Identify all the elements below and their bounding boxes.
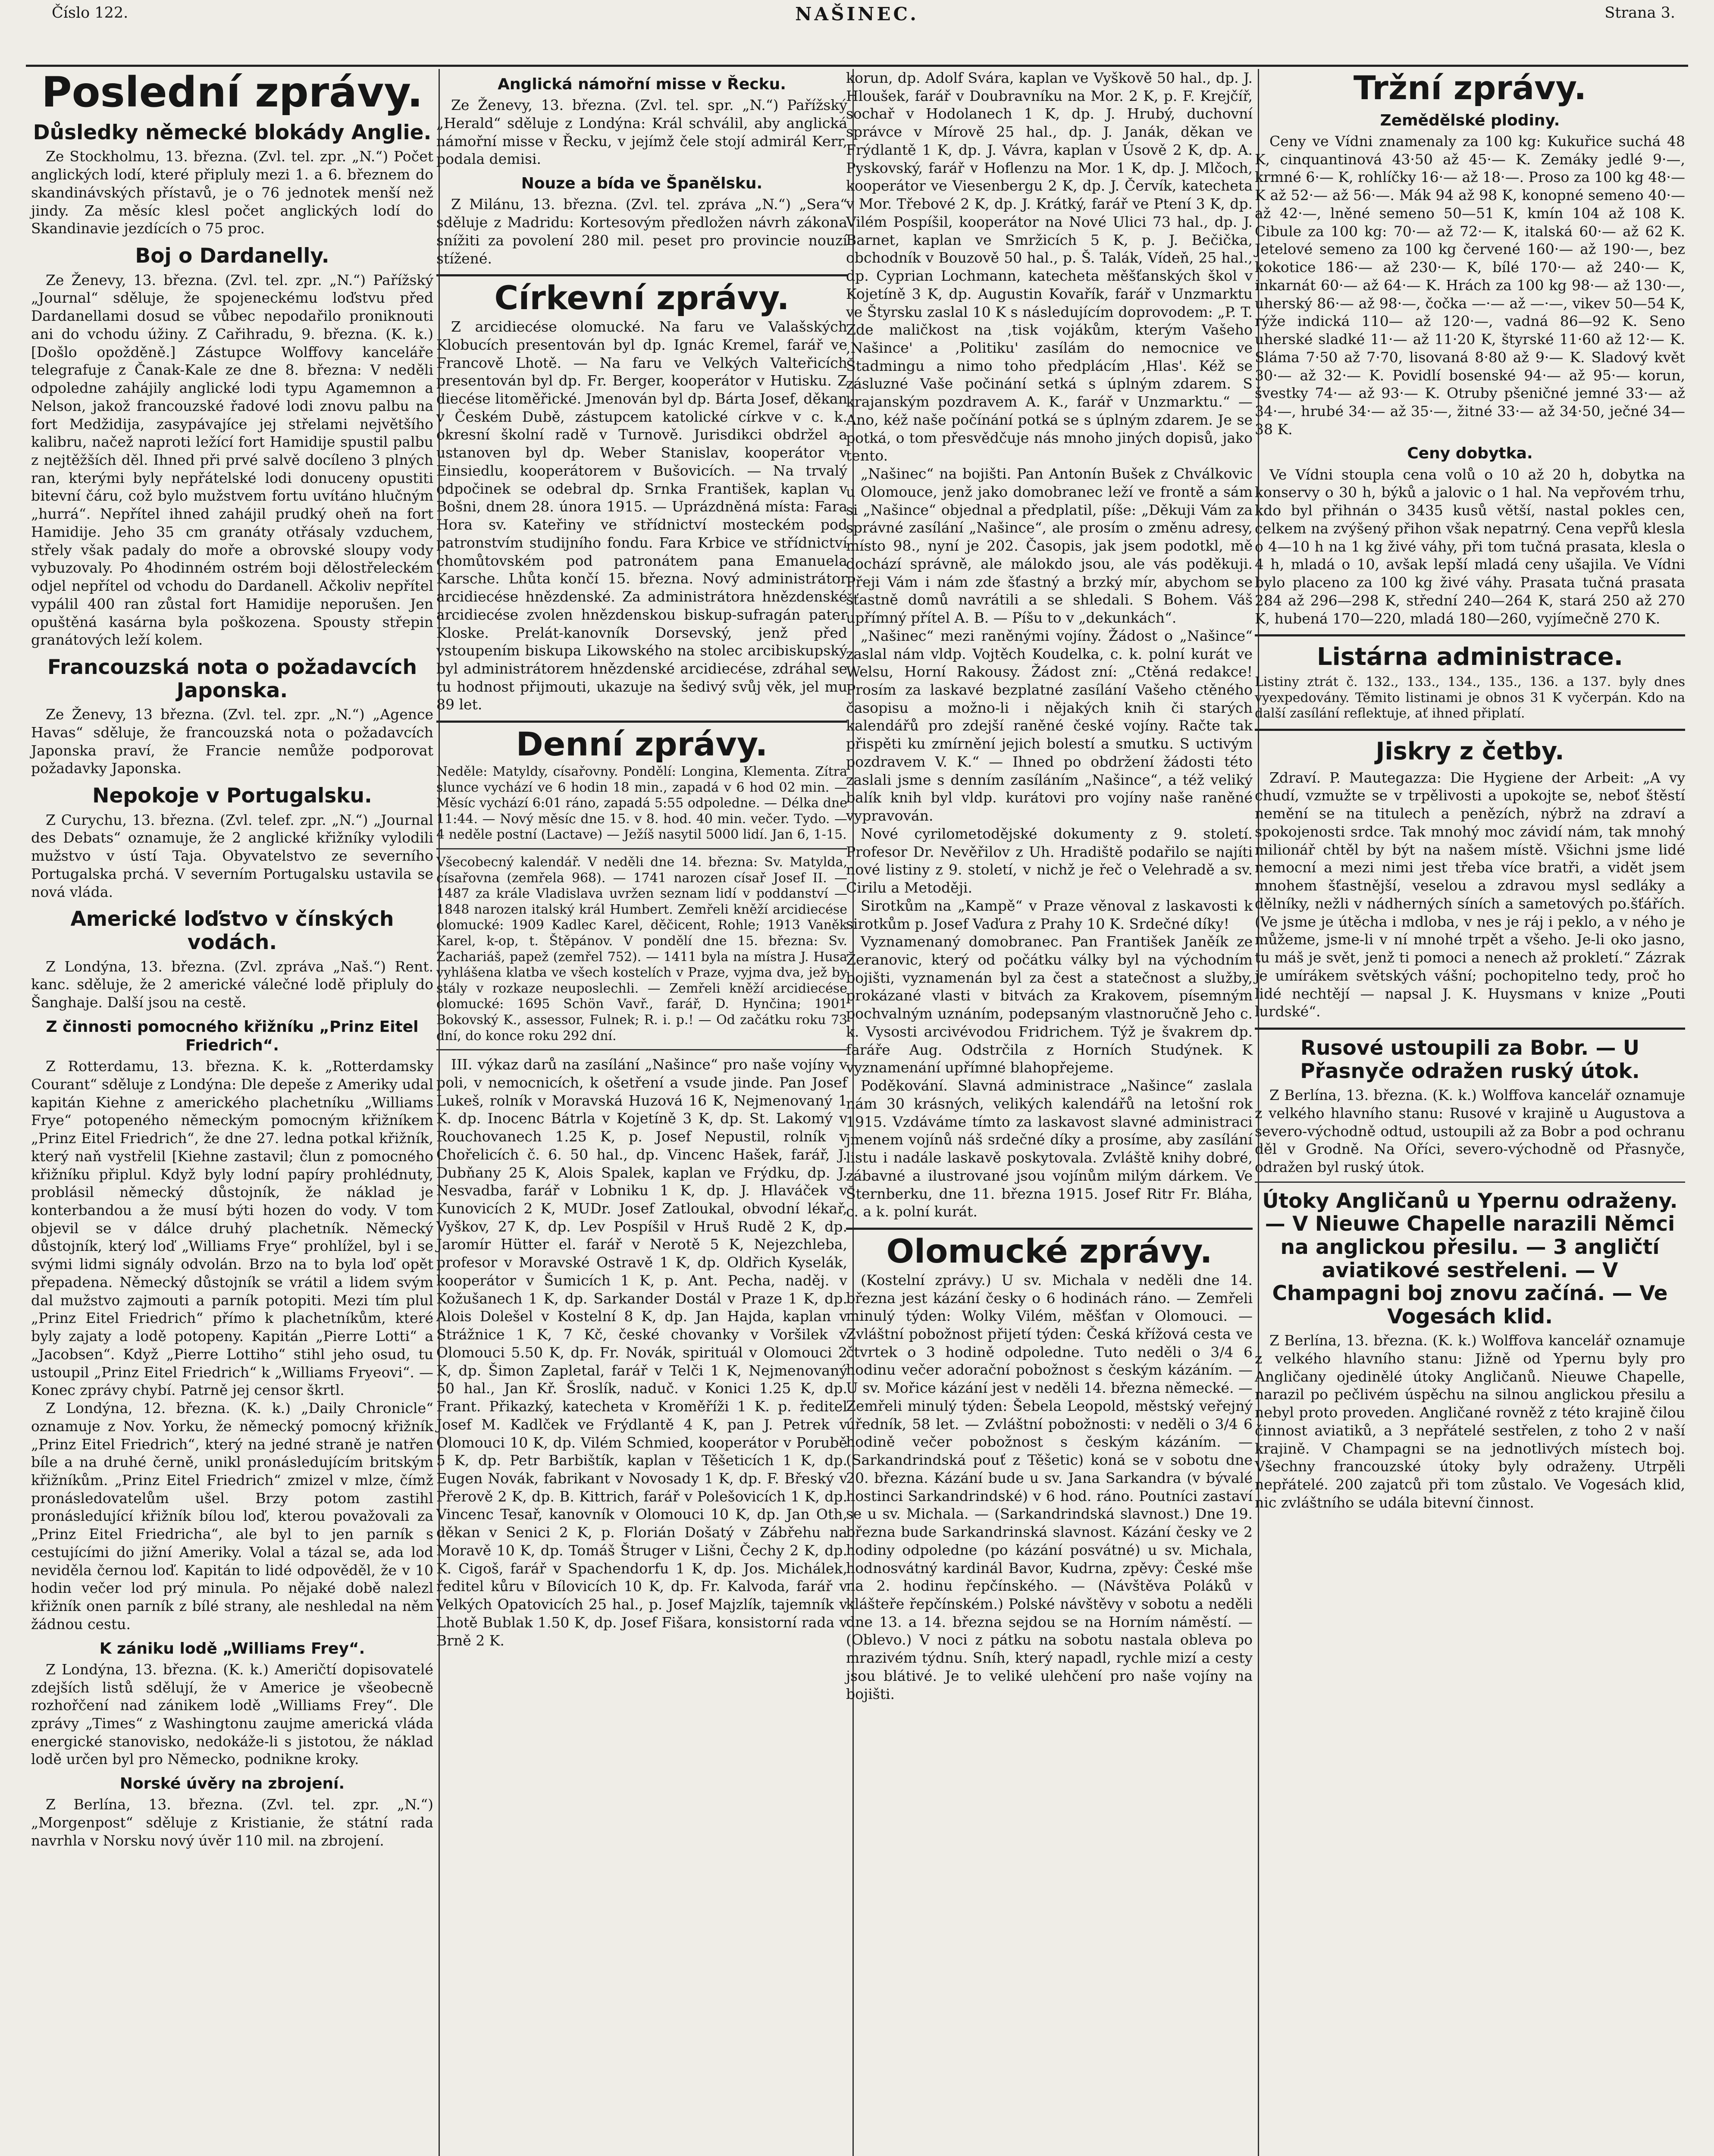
section-title-admin: Listárna administrace.: [1317, 643, 1623, 671]
article-portugal: Z Curychu, 13. března. (Zvl. telef. zpr. „N.“) „Journal des Debats“ oznamuje, že 2 anglické křižníky vylodili mužstvo v ústí Taja. Obyvatelstvo ze severního Portugalska prchá. V severním Portugalsku ustavila se nová vláda.: [31, 811, 433, 900]
column-3: [841, 69, 1259, 2156]
section-title-church: Církevní zprávy.: [494, 279, 790, 317]
section-divider: [1255, 634, 1685, 636]
article-blockade: Ze Stockholmu, 13. března. (Zvl. tel. zpr. „N.“) Počet anglických lodí, které připluly mezi 1. a 6. březnem do skandinávských přístavů, je o 76 jednotek menší než jindy. Za měsíc klesl počet anglických lodí do Skandinavie jezdících o 75 proc.: [31, 148, 433, 237]
article-olomouc: (Kostelní zprávy.) U sv. Michala v neděli dne 14. března jest kázání česky o 6 hodinách ráno. — Zemřeli minulý týden: Wolky Vilém, měšťan v Olomouci. — Zvláštní pobožnost přijetí týden: Česká křížová cesta ve čtvrtek o 3 hodině odpoledne. Tuto neděli o 3/4 6 hodinu večer adorační pobožnost s českým kázáním. — U sv. Mořice kázání jest v neděli 14. března německé. — Zemřeli minulý týden: Šebela Leopold, městský veřejný úředník, 58 let. — Zvláštní pobožnosti: v neděli o 3/4 6 hodině večer pobožnost s českým kázáním. — (Sarkandrindská pouť z Těšetic) koná se v sobotu dne 20. března. Kázání bude u sv. Jana Sarkandra (v bývalé hostinci Sarkandrindské) v 6 hod. ráno. Poutníci zastaví se u sv. Michala. — (Sarkandrindská slavnost.) Dne 19. března bude Sarkandrinská slavnost. Kázání česky ve 2 hodiny odpoledne (po kázání posvátné) u sv. Michala, hodnosvátný kardinál Bavor, Kudrna, zpěvy: České mše na 2. hodinu řepčínského. — (Návštěva Poláků v klášteře řepčínském.) Polské návštěvy v sobotu a neděli dne 13. a 14. března sejdou se na Horním náměstí. — (Oblevo.) V noci z pátku na sobotu nastala obleva po mrazivém týdnu. Sníh, který napadl, rychle mizí a cesty jsou blátivé. Je to veliké ulehčení pro naše vojíny na bojišti.: [846, 1271, 1253, 1702]
market-crops: Ceny ve Vídni znamenaly za 100 kg: Kukuřice suchá 48 K, cinquantinová 43·50 až 45·— K. Zemáky jedlé 9·—, krmné 6·— K, rohlíčky 16·— až 18·—. Proso za 100 kg 48·— K až 52·— až 56·—. Mák 94 až 98 K, konopné semeno 40·— až 42·—, lněné semeno 50—51 K, kmín 104 až 108 K. Cibule za 100 kg: 70·— až 72·— K, italská 60·— až 62 K. Jetelové semeno za 100 kg červené 160·— až 190·—, bez kokotice 186·— až 230·— K, bílé 170·— až 240·— K, inkarnát 60·— až 64·— K. Hrách za 100 kg 98·— až 130·—, uherský 86·— až 98·—, čočka —·— až —·—, vikev 50—54 K, rýže indická 110— až 120·—, vadná 86—92 K. Seno uherské sladké 11·— až 11·20 K, štyrské 11·60 až 12·— K. Sláma 7·50 až 7·70, lisovaná 8·80 až 9·— K. Sladový květ 30·— až 32·— K. Povidlí bosenské 94·— až 95·— korun, švestky 74·— až 93·— K. Otruby pšeničné jemné 33·— až 34·—, hrubé 34·— až 35·—, žitné 33·— až 34·50, ječné 34—38 K.: [1255, 132, 1685, 438]
divider: [1255, 1181, 1685, 1183]
headline-spain: Nouze a bída ve Španělsku.: [521, 175, 763, 193]
column-1: [26, 69, 440, 2156]
section-divider: [1255, 729, 1685, 731]
article-wounded-soldiers: „Našinec“ mezi raněnými vojíny. Žádost o „Našince“ zaslal nám vldp. Vojtěch Koudelka, c. k. polní kurát ve Welsu, Horní Rakousy. Žádost zní: „Ctěná redakce! Prosím za laskavé bezplatné zasílání Vašeho ctěného časopisu a možno-li i nějakých knih či starých kalendářů pro zdejší raněné české vojíny. Račte tak přispěti ku zmírnění jejich bolestí a smutku. S uctivým pozdravem V. K.“ — Ihned po obdržení žádosti této zaslali jsme s denním zasíláním „Našince“, a též veliký balík knih byl vldp. kurátovi pro vojíny naše raněné vypravován.: [846, 627, 1253, 824]
section-title-olomouc: Olomucké zprávy.: [886, 1232, 1213, 1270]
divider: [436, 1049, 847, 1050]
divider: [436, 848, 847, 849]
section-title-daily: Denní zprávy.: [516, 725, 768, 764]
article-ypres: Z Berlína, 13. března. (K. k.) Wolffova kancelář oznamuje z velkého hlavního stanu: Jižně od Ypernu byly pro Angličany ojedinělé útoky Angličanů. Nieuwe Chapelle, narazil po pečlivém úspěchu na silnou anglickou přesilu a nebyl proto proveden. Angličané rovněž z této krajině čilou činnost aviatiků, a 3 nepřátelé sestřelen, z toho 2 v naší krajině. V Champagni se na jednotlivých místech boj. Všechny francouzské útoky byly odraženy. Utrpěli nepřátelé. 200 zajatců při tom zůstalo. Ve Vogesách klid, nic zvláštního se udála bitevní činnost.: [1255, 1332, 1685, 1511]
daily-donations: III. výkaz darů na zasílání „Našince“ pro naše vojíny v poli, v nemocnicích, k ošetření a vsude jinde. Pan Josef Lukeš, rolník v Moravská Huzová 16 K, Nejmenovaný 1 K. dp. Inocenc Bátrla v Kojetíně 3 K, dp. St. Lakomý v Rouchovanech 1.25 K, p. Josef Nepustil, rolník v Chořelicích č. 6. 50 hal., dp. Vincenc Hašek, farář, J. Dubňany 25 K, Alois Spalek, kaplan ve Frýdku, dp. J. Nesvadba, farář v Lobniku 1 K, dp. J. Hlaváček v Kunovicích 2 K, MUDr. Josef Zatloukal, obvodní lékař, Vyškov, 27 K, dp. Lev Pospíšil v Hruš Rudě 2 K, dp. Jaromír Hütter el. farář v Nerotě 5 K, Nejezchleba, profesor v Moravské Ostravě 1 K, dp. Oldřich Kyselák, kooperátor v Šumicích 1 K, p. Ant. Pecha, naděj. v Kožušanech 1 K, dp. Sarkander Dostál v Praze 1 K, dp. Alois Dolešel v Kostelní 8 K, dp. Jan Hajda, kaplan v Strážnice 1 K, 7 Kč, české chovanky v Voršilek v Olomouci 5.50 K, dp. Fr. Novák, spirituál v Olomouci 2 K, dp. Šimon Zapletal, farář v Telči 1 K, Nejmenovaný 50 hal., Jan Kř. Šroslík, naduč. v Konici 1.25 K, dp. Frant. Přikazký, katecheta v Kroměříži 1 K. p. ředitel Josef M. Kadlček ve Frýdlantě 4 K, pan J. Petrek v Olomouci 10 K, dp. Vilém Schmied, kooperátor v Porubě 5 K, dp. Petr Barbištík, kaplan v Těšeticích 1 K, dp. Eugen Novák, fabrikant v Novosady 1 K, dp. F. Břeský v Přerově 2 K, dp. B. Kittrich, farář v Polešovicích 1 K, dp. Vincenc Tesař, kanovník v Olomouci 10 K, dp. Jan Oth, děkan v Senici 2 K, p. Florián Došatý v Zábřehu na Moravě 10 K, dp. Tomáš Štruger v Lišni, Čechy 2 K, dp. K. Cigoš, farář v Spachendorfu 1 K, dp. Jos. Michálek, ředitel kůru v Bílovicích 10 K, dp. Fr. Kalvoda, farář v Velkých Opatovicích 25 hal., p. Josef Majzlík, tajemník v Lhotě Bublak 1.50 K, dp. Josef Fišara, konsistorní rada v Brně 2 K.: [436, 1056, 847, 1649]
section-title-latest: Poslední zprávy.: [41, 69, 423, 116]
daily-history: Všecobecný kalendář. V neděli dne 14. března: Sv. Matylda, císařovna (zemřela 968). — 1741 narozen císař Josef II. — 1487 za krále Vladislava uvržen seznam lidí v poddanství — 1848 narozen italský král Humbert. Zemřeli kněží arcidiecése olomucké: 1909 Kadlec Karel, děčicent, Rohle; 1913 Vaněk Karel, k-op, t. Štěpánov. V pondělí dne 15. března: Sv. Zachariáš, papež (zemřel 752). — 1411 byla na místra J. Husa vyhlášena klatba ve všech kostelích v Praze, vyjma dva, jež by stály v rozkaze neuposlechli. — Zemřeli kněží arcidiecése olomucké: 1695 Schön Vavř., farář, D. Hynčina; 1901 Bokovský K., assessor, Fulnek; R. i. p.! — Od začátku roku 73 dní, do konce roku 292 dní.: [436, 854, 847, 1044]
article-church: Z arcidiecése olomucké. Na faru ve Valašských Klobucích presentován byl dp. Ignác Kremel, farář ve Francově Lhotě. — Na faru ve Velkých Valteřicích presentován byl dp. Fr. Berger, kooperátor v Hutisku. Z diecése litoměřické. Jmenován byl dp. Bárta Josef, děkan v Českém Dubě, zástupcem katolické církve v c. k. okresní školní radě v Turnově. Jurisdikci obdržel a ustanoven byl dp. Weber Stanislav, kooperátor v Einsiedlu, kooperátorem v Bušovicích. — Na trvalý odpočinek se odebral dp. Srnka František, kaplan v Bošni, dnem 28. února 1915. — Uprázdněná místa: Fara Hora sv. Kateřiny ve střídnictví mosteckém pod patronstvím studijního fondu. Fara Krbice ve střídnictví chomůtovském pod patronátem pana Emanuela Karsche. Lhůta končí 15. března. Nový administrátor arcidiecése hnězdenské. Za administrátora hnězdenské arcidiecése zvolen hnězdenskou biskup-sufragán pater Kloske. Prelát-kanovník Dorsevský, jenž před vstoupením biskupa Likowského na stolec arcibiskupský byl administrátorem hnězdenské arcidiecése, zdráhal se tu hodnost přijmouti, ukazuje na šedivý svůj věk, jel mu 89 let.: [436, 318, 847, 713]
headline-greek-mission: Anglická námořní misse v Řecku.: [498, 75, 786, 93]
page-number: Číslo 122.: [52, 4, 128, 22]
admin-notice: Listiny ztrát č. 132., 133., 134., 135., 136. a 137. byly dnes vyexpedovány. Těmito listinami je obnos 31 K vyčerpán. Kdo na další zasílání reflektuje, ať ihned připlatí.: [1255, 674, 1685, 721]
article-spain: Z Milánu, 13. března. (Zvl. tel. zpráva „N.“) „Sera“ sděluje z Madridu: Kortesovým předložen návrh zákona snížiti za povolení 280 mil. peset pro provincie nouzí stížené.: [436, 196, 847, 267]
column-2: [431, 69, 854, 2156]
article-nasinec-front: „Našinec“ na bojišti. Pan Antonín Bušek z Chválkovic u Olomouce, jenž jako domobranec leží ve frontě a sám si „Našince“ objednal a předplatil, píše: „Děkuji Vám za správné zasílání „Našince“, ale prosím o změnu adresy, místo 98., nyní je 202. Časopis, jak jsem podotkl, mě dochází správně, ale málokdo jsou, ale vás poděkuji. Přeji Vám i nám zde šťastný a brzký mír, abychom se šťastně domů navrátili a se shledali. S Bohem. Váš upřímný přítel A. B. — Píšu to v „dekunkách“.: [846, 465, 1253, 627]
section-divider: [436, 721, 847, 723]
headline-russians: Rusové ustoupili za Bobr. — U Přasnyče odražen ruský útok.: [1300, 1036, 1640, 1083]
quote-text: Zdraví. P. Mautegazza: Die Hygiene der Arbeit: „A vy chudí, vzmužte se v trpělivosti a upokojte se, neboť štěstí nemění se na titulech a penězích, nýbrž na zdraví a spokojenosti srdce. Tak mnohý moc závidí nám, tak mnohý milionář chtěl by být na našem místě. Všichni jsme lidé nemocní a mezi nimi jest třeba více bratři, a vidět jsem mnohem šťastnější, veselou a zdravou mysl sedláky a dělníky, nežli v nádherných síních a sametových po.šťářích. (Ve jsme je útěcha i mdloba, v nes je ráj i peklo, a v ného je můžeme, jsme-li v ní mnohé trpět a všeho. Je-li oko jasno, tu máš je svět, jenž ti pomoci a nenech až prokletí.“ Zázrak je umírákem světských vášní; pochopitelno tedy, proč ho lidé nechtějí — napsal J. K. Huysmans v knize „Pouti lurdské“.: [1255, 769, 1685, 1020]
article-greek-mission: Ze Ženevy, 13. března. (Zvl. tel. spr. „N.“) Pařížský „Herald“ sděluje z Londýna: Král schválil, aby anglická námořní misse v Řecku, v jejímž čele stojí admirál Kerr, podala demisi.: [436, 97, 847, 168]
article-orphans: Sirotkům na „Kampě“ v Praze věnoval z laskavosti k sirotkům p. Josef Vaďura z Prahy 10 K. Srdečné díky!: [846, 897, 1253, 932]
article-cyril-methodius: Nové cyrilometodějské dokumenty z 9. století. Profesor Dr. Nevěřilov z Uh. Hradiště podařilo se najíti nové listiny z 9. století, v nichž je řeč o Velehradě a sv. Cirilu a Metoději.: [846, 825, 1253, 896]
headline-norway: Norské úvěry na zbrojení.: [119, 1775, 345, 1793]
headline-portugal: Nepokoje v Portugalsku.: [92, 784, 372, 808]
article-american-fleet: Z Londýna, 13. března. (Zvl. zpráva „Naš.“) Rent. kanc. sděluje, že 2 americké válečné lodě připluly do Šanghaje. Další jsou na cestě.: [31, 958, 433, 1011]
donations-continued: korun, dp. Adolf Svára, kaplan ve Vyškově 50 hal., dp. J. Hloušek, farář v Doubravníku na Mor. 2 K, p. F. Krejčíř, sochař v Hodolanech 1 K, dp. J. Hrubý, duchovní správce v Mírově 25 hal., dp. J. Janák, děkan ve Frýdlantě 1 K, dp. J. Vávra, kaplan v Úsově 2 K, dp. A. Pyskovský, farář v Hoflenzu na Mor. 1 K, dp. J. Mlčoch, kooperátor ve Viesenbergu 2 K, dp. J. Červík, katecheta v Mor. Třebové 2 K, dp. J. Krátký, farář ve Ptení 3 K, dp. Vilém Pospíšil, kooperátor na Nové Ulici 73 hal., dp. J. Barnet, kaplan ve Smržicích 5 K, p. J. Bečička, obchodník v Bouzově 50 hal., p. Š. Talák, Vídeň, 25 hal., dp. Cyprian Lochmann, katecheta měšťanských škol v Kojetíně 3 K, dp. Augustin Kovařík, farář v Unzmarktu ve Štyrsku zaslal 10 K s následujícím doprovodem: „P. T. Zde maličkost na ,tisk vojákům, kterým Vašeho ,Našince' a ,Politiku' zasílám do nemocnice ve Štadmingu a nimo toho předplácím ,Hlas'. Kéž se zásluzné Vaše počinání setká s úplným zdarem. S krajanským pozdravem A. K., farář v Unzmarktu.“ — Ano, kéž naše počínání potká se s úplným zdarem. Je se potká, o tom přesvědčuje nás mnoho jiných dopisů, jako tento.: [846, 69, 1253, 464]
column-4: [1242, 69, 1690, 2156]
section-divider: [1255, 1028, 1685, 1030]
article-prinz-eitel-2: Z Londýna, 12. března. (K. k.) „Daily Chronicle“ oznamuje z Nov. Yorku, že německý pomocný křižník „Prinz Eitel Friedrich“, který na jedné straně je natřen bíle a na druhé černě, unikl pronásledujícím britským křižníkům. „Prinz Eitel Friedrich“ zmizel v mlze, čímž pronásledovatelům ušel. Brzy potom zastihl pronásledující křižník bílou loď, kterou považovali za „Prinz Eitel Friedricha“, ale byl to jen parník s cestujícími do jižní Ameriky. Volal a tázal se, ada lod neviděla černou loď. Kapitán to lidé odpověděl, že v 10 hodin večer lod prý minula. Po nějaké době nalezl křižník onen parník z bílé strany, ale neshledal na něm žádnou cestu.: [31, 1400, 433, 1633]
article-dardanelles: Ze Ženevy, 13. března. (Zvl. tel. zpr. „N.“) Pařížský „Journal“ sděluje, že spojeneckému loďstvu před Dardanellami dosud se vůbec nepodařilo proniknouti ani do vchodu úžiny. Z Cařihradu, 9. března. (K. k.) [Došlo opožděně.] Zástupce Wolffovy kanceláře telegrafuje z Čanak-Kale ze dne 8. března: V neděli odpoledne zahájily anglické lodi typu Agamemnon a Nelson, jakož francouzské řadové lodi znovu palbu na fort Medžidija, zasypávajíce jej střelami největšího kalibru, načež naproti ležící fort Hamidije spustil palbu z nejtěžších děl. Ihned při prvé salvě docíleno 3 plných ran, kterými byly nepřátelské lodi donuceny opustiti bitevní čáru, což bylo mužstvem fortu uvítáno hlučným „hurrá“. Nepřítel ihned zahájil prudký oheň na fort Hamidije. Jeho 35 cm granáty otřásaly vzduchem, střely však padaly do moře a obrovské sloupy vody vybuzovaly. Po 4hodinném ostrém boji dělostřeleckém odjel nepřítel od vchodu do Dardanell. Ačkoliv nepřítel vypálil 400 ran zůstal fort Hamidije neporušen. Jen opuštěná kasárna byla poškozena. Spousty střepin granátových leží kolem.: [31, 271, 433, 649]
article-russians: Z Berlína, 13. března. (K. k.) Wolffova kancelář oznamuje z velkého hlavního stanu: Rusové v krajině u Augustova a severo-východně odtud, ustoupili až za Bobr a pod ochranu děl v Grodně. Na Oříci, severo-východně od Přasnyče, odražen byl ruský útok.: [1255, 1087, 1685, 1176]
headline-blockade: Důsledky německé blokády Anglie.: [33, 120, 432, 144]
article-japan-note: Ze Ženevy, 13 března. (Zvl. tel. zpr. „N.“) „Agence Havas“ sděluje, že francouzská nota o požadavcích Japonska praví, že Francie nemůže podporovat požadavky Japonska.: [31, 706, 433, 777]
masthead: NAŠINEC.: [795, 3, 919, 25]
headline-prinz-eitel: Z činnosti pomocného křižníku „Prinz Eitel Friedrich“.: [46, 1018, 419, 1054]
article-williams-frey: Z Londýna, 13. března. (K. k.) Američtí dopisovatelé zdejších listů sdělují, že v Americe je všeobecně rozhořčení nad zánikem lodě „Williams Frey“. Dle zprávy „Times“ z Washingtonu zaujme americká vláda energické stanovisko, nedokáže-li s jistotou, že náklad lodě určen byl pro Německo, podnikne kroky.: [31, 1661, 433, 1768]
article-decorated-soldier: Vyznamenaný domobranec. Pan František Janěík ze Žeranovic, který od počátku války byl na východním bojišti, vyznamenán byl za čest a statečnost a služby, prokázané vlasti v bitvách za Krakovem, písemným pochvalným uznáním, podepsaným vlastnoručně Jeho c. k. Vysosti arcivévodou Fridrichem. Týž je švakrem dp. faráře Aug. Odstrčila z Horních Studýnek. K vyznamenání upřímné blahopřejeme.: [846, 933, 1253, 1076]
article-prinz-eitel: Z Rotterdamu, 13. března. K. k. „Rotterdamsky Courant“ sděluje z Londýna: Dle depeše z Ameriky udal kapitán Kiehne z amerického plachetníku „Williams Frye“ potopeného německým pomocným křižníkem „Prinz Eitel Friedrich“, že dne 27. ledna potkal křižník, který naň vystřelil [Kiehne zastavil; člun z pomocného křižníku připlul. Když byly lodní papíry prohlédnuty, problásil německý důstojník, že náklad je konterbandou a že musí býti hozen do vody. V tom objevil se v dálce druhý plachetník. Německý důstojník, který loď „Williams Frye“ prohlížel, byl i se svými lidmi signály odvolán. Brzo na to byla loď opět přepadena. Německý důstojník se vrátil a lidem svým dal mužstvo zajmouti a parník potopiti. Mezi tím plul „Prinz Eitel Friedrich“ přímo k plachetníkům, které byly zajaty a lodě potopeny. Kapitán „Pierre Lotti“ a „Jacobsen“. Když „Pierre Lottiho“ stihl jeho osud, tu ustoupil „Prinz Eitel Friedrich“ k „Williams Fryeovi“. — Konec zprávy chybí. Patrně jej censor škrtl.: [31, 1058, 433, 1399]
headline-japan-note: Francouzská nota o požadavcích Japonska.: [47, 655, 417, 702]
page-side-label: Strana 3.: [1604, 4, 1675, 22]
subhead-cattle: Ceny dobytka.: [1407, 445, 1533, 463]
page-header: [26, 0, 1688, 67]
headline-dardanelles: Boj o Dardanelly.: [135, 244, 329, 268]
section-title-quotes: Jiskry z četby.: [1376, 737, 1564, 765]
daily-calendar: Neděle: Matyldy, císařovny. Pondělí: Longina, Klementa. Zítra slunce vychází ve 6 hodin 18 min., zapadá v 6 hod 02 min. — Měsíc vychází 6:01 ráno, zapadá 5:55 odpoledne. — Délka dne 11:44. — Nový měsíc dne 15. v 8. hod. 40 min. večer. Tydo. — 4 neděle postní (Lactave) — Ježíš nasytil 5000 lidí. Jan 6, 1-15.: [436, 764, 847, 843]
section-divider: [846, 1228, 1253, 1230]
market-cattle: Ve Vídni stoupla cena volů o 10 až 20 h, dobytka na konservy o 30 h, býků a jalovic o 1 hal. Na vepřovém trhu, kdo byl přihnán o 3435 kusů větší, nastal pokles cen, celkem na zvýšený přihon však nepatrný. Cena vepřů klesla o 4—10 h na 1 kg živé váhy, při tom tučná prasata, klesla o 4 h, mladá o 10, avšak lepší mladá ceny ušajila. Ve Vídni bylo placeno za 100 kg živé váhy. Prasata tučná prasata 284 až 296—298 K, střední 240—264 K, stará 250 až 270 K, hubená 170—220, mladá 180—260, vyjímečně 270 K.: [1255, 466, 1685, 627]
article-norway: Z Berlína, 13. března. (Zvl. tel. zpr. „N.“) „Morgenpost“ sděluje z Kristianie, že státní rada navrhla v Norsku nový úvěr 110 mil. na zbrojení.: [31, 1796, 433, 1849]
headline-williams-frey: K zániku lodě „Williams Frey“.: [99, 1639, 365, 1658]
section-title-market: Tržní zprávy.: [1353, 69, 1587, 107]
subhead-crops: Zemědělské plodiny.: [1380, 111, 1560, 129]
section-divider: [436, 274, 847, 276]
article-thanks: Poděkování. Slavná administrace „Našince“ zaslala nám 30 krásných, velikých kalendářů na letošní rok 1915. Vzdáváme tímto za laskavost slavné administraci jmenem vojínů náš srdečné díky a prosíme, aby zasílání listu i nadále laskavě poskytovala. Zvláště knihy dobré, zábavné a ilustrované jsou vojínům milým dárkem. Ve Šternberku, dne 11. března 1915. Josef Ritr Fr. Bláha, c. a k. polní kurát.: [846, 1077, 1253, 1220]
headline-ypres: Útoky Angličanů u Ypernu odraženy. — V Nieuwe Chapelle narazili Němci na anglickou přesilu. — 3 angličtí aviatikové sestřeleni. — V Champagni boj znovu začíná. — Ve Vogesách klid.: [1262, 1189, 1678, 1329]
headline-american-fleet: Americké loďstvo v čínských vodách.: [70, 907, 394, 954]
